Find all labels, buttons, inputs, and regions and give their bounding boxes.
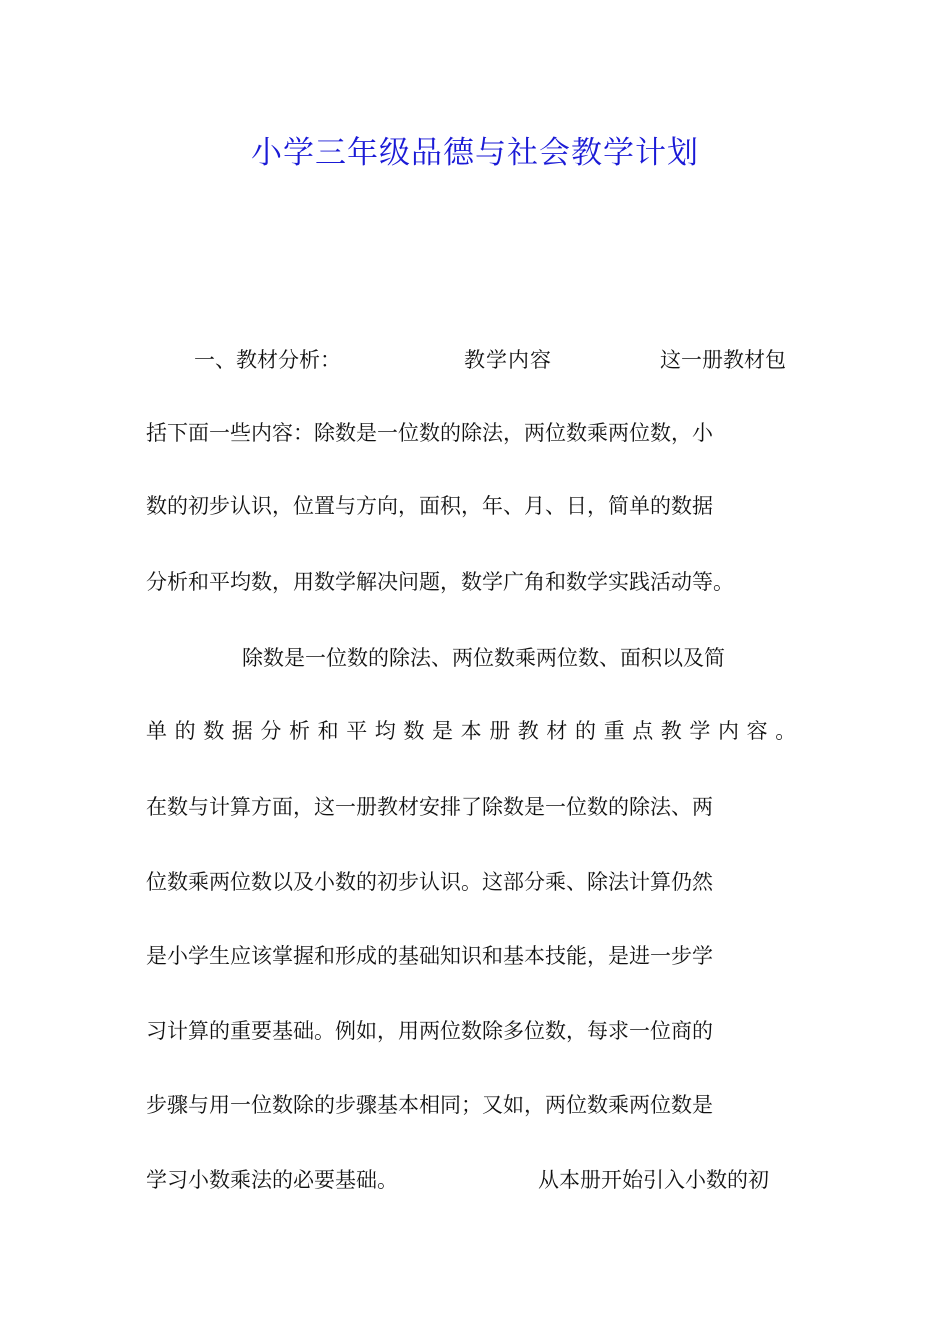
- text-line-10: 习计算的重要基础。例如，用两位数除多位数，每求一位商的: [146, 1019, 713, 1043]
- text-line-7: 在数与计算方面，这一册教材安排了除数是一位数的除法、两: [146, 795, 713, 819]
- text-line-2: 括下面一些内容：除数是一位数的除法，两位数乘两位数，小: [146, 421, 713, 445]
- text-line-5: [146, 638, 806, 678]
- text-line-12: [146, 1160, 806, 1200]
- text-line-11: 步骤与用一位数除的步骤基本相同；又如，两位数乘两位数是: [146, 1093, 713, 1117]
- text-fragment: 学习小数乘法的必要基础。: [146, 1168, 398, 1192]
- text-line-1: [146, 340, 806, 380]
- text-line-4: 分析和平均数，用数学解决问题，数学广角和数学实践活动等。: [146, 570, 734, 594]
- text-line-9: 是小学生应该掌握和形成的基础知识和基本技能，是进一步学: [146, 944, 713, 968]
- subheading: 教学内容: [464, 348, 552, 372]
- text-fragment: 这一册教材包: [660, 348, 786, 372]
- text-line-6: 单的数据分析和平均数是本册教材的重点教学内容。: [146, 719, 804, 743]
- section-heading: 一、教材分析：: [194, 348, 341, 372]
- text-line-3: 数的初步认识，位置与方向，面积，年、月、日，简单的数据: [146, 494, 713, 518]
- document-title: 小学三年级品德与社会教学计划: [251, 135, 699, 171]
- text-line-8: 位数乘两位数以及小数的初步认识。这部分乘、除法计算仍然: [146, 870, 713, 894]
- text-fragment: 从本册开始引入小数的初: [538, 1168, 769, 1192]
- paragraph-start: 除数是一位数的除法、两位数乘两位数、面积以及简: [242, 646, 725, 670]
